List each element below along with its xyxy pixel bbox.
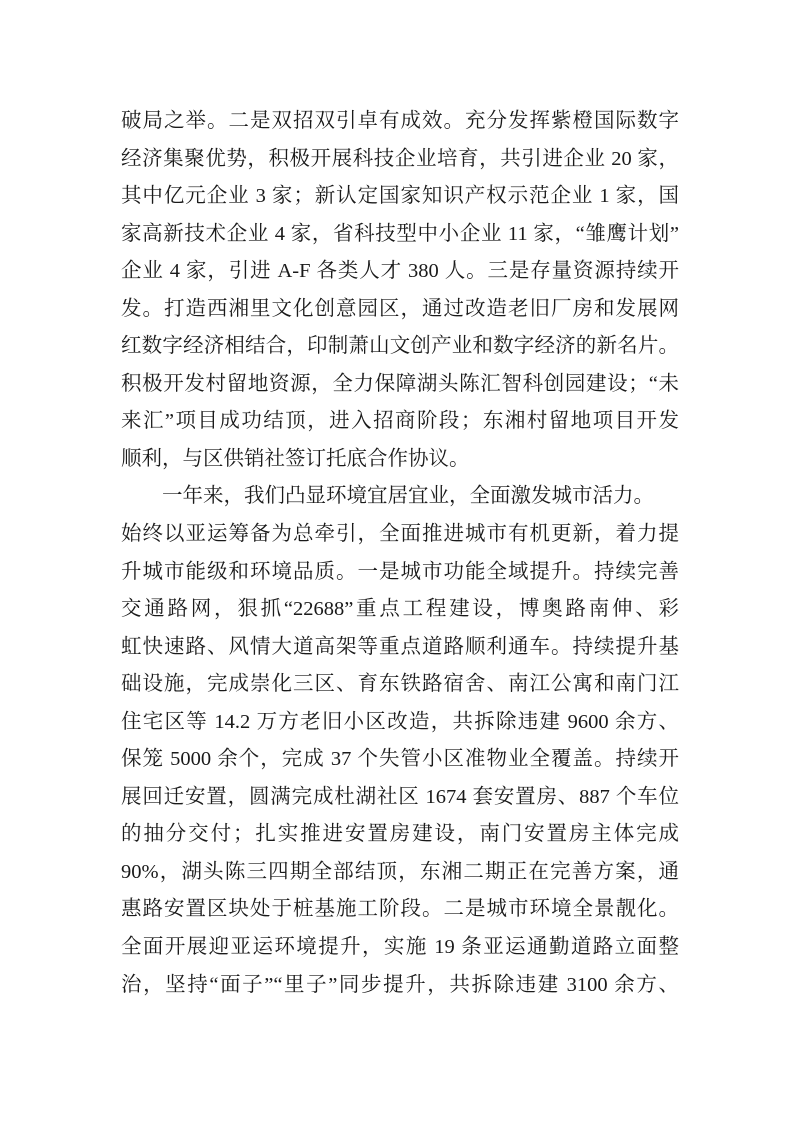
paragraph: [121, 103, 679, 478]
text-line: 虹快速路、风情大道高架等重点道路顺利通车。持续提升基: [121, 635, 679, 658]
text-line: 红数字经济相结合，印制萧山文创产业和数字经济的新名片。: [121, 335, 679, 358]
paragraph: [121, 478, 679, 1004]
text-line: 家高新技术企业 4 家，省科技型中小企业 11 家，“雏鹰计划”: [121, 222, 679, 245]
text-line: 企业 4 家，引进 A-F 各类人才 380 人。三是存量资源持续开: [121, 260, 679, 283]
text-line: 发。打造西湘里文化创意园区，通过改造老旧厂房和发展网: [121, 297, 679, 320]
body-text: [121, 103, 679, 1004]
text-line: 破局之举。二是双招双引卓有成效。充分发挥紫橙国际数字: [121, 110, 679, 132]
text-line: 全面开展迎亚运环境提升，实施 19 条亚运通勤道路立面整: [121, 936, 679, 959]
text-line: 惠路安置区块处于桩基施工阶段。二是城市环境全景靓化。: [121, 898, 679, 921]
text-line: 一年来，我们凸显环境宜居宜业，全面激发城市活力。: [162, 485, 654, 508]
text-line: 住宅区等 14.2 万方老旧小区改造，共拆除违建 9600 余方、: [121, 710, 679, 733]
text-line: 治，坚持“面子”“里子”同步提升，共拆除违建 3100 余方、: [121, 973, 679, 996]
text-line: 顺利，与区供销社签订托底合作协议。: [121, 447, 470, 470]
text-line: 积极开发村留地资源，全力保障湖头陈汇智科创园建设；“未: [121, 372, 679, 395]
text-line: 始终以亚运筹备为总牵引，全面推进城市有机更新，着力提: [121, 523, 679, 546]
text-line: 其中亿元企业 3 家；新认定国家知识产权示范企业 1 家，国: [121, 185, 679, 208]
text-line: 交通路网，狠抓“22688”重点工程建设，博奥路南伸、彩: [121, 598, 679, 621]
text-line: 来汇”项目成功结顶，进入招商阶段；东湘村留地项目开发: [121, 410, 679, 433]
text-line: 升城市能级和环境品质。一是城市功能全域提升。持续完善: [121, 560, 679, 583]
text-line: 展回迁安置，圆满完成杜湖社区 1674 套安置房、887 个车位: [121, 785, 679, 808]
text-line: 经济集聚优势，积极开展科技企业培育，共引进企业 20 家，: [121, 147, 679, 170]
text-line: 保笼 5000 余个，完成 37 个失管小区准物业全覆盖。持续开: [121, 748, 679, 771]
text-line: 90%，湖头陈三四期全部结顶，东湘二期正在完善方案，通: [121, 860, 679, 883]
text-line: 础设施，完成崇化三区、育东铁路宿舍、南江公寓和南门江: [121, 673, 679, 696]
text-line: 的抽分交付；扎实推进安置房建设，南门安置房主体完成: [121, 823, 679, 846]
